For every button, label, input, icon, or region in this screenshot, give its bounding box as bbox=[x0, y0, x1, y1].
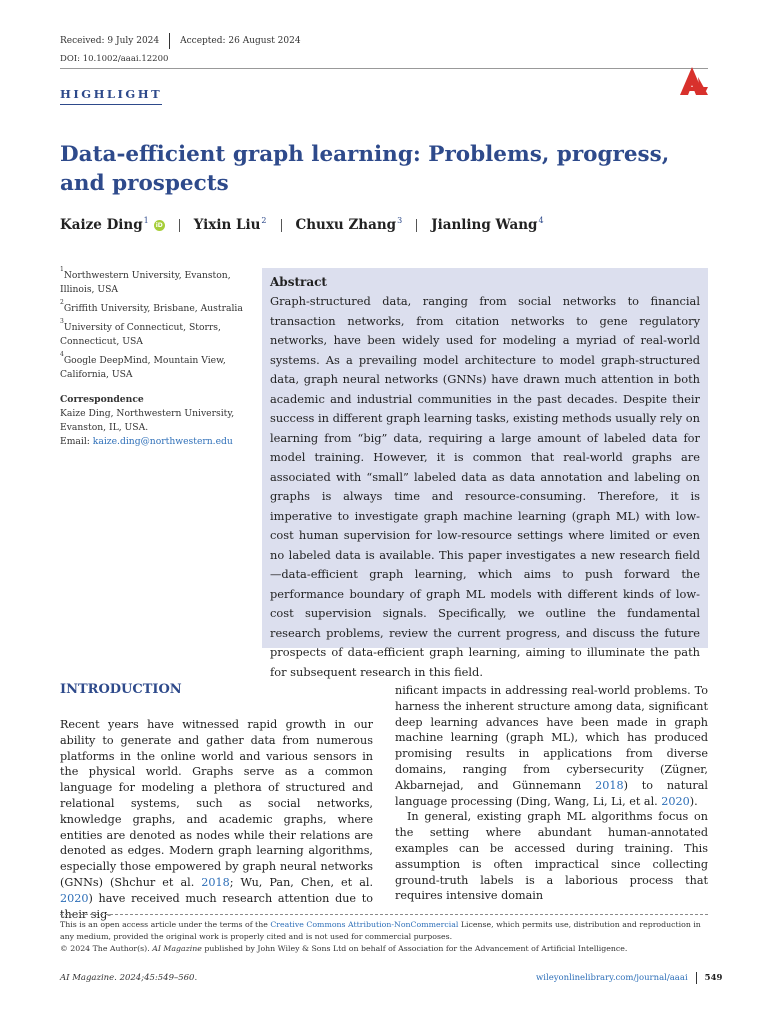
paragraph: In general, existing graph ML algorithms focus on the setting where abundant human-annotated examples can be accessed during training. This assumption is often impractical since collecting ground-truth labels is a laborious process that requires intensive domain bbox=[395, 810, 708, 903]
affiliations bbox=[60, 266, 250, 384]
body-column-left bbox=[60, 717, 373, 922]
aaai-logo-icon bbox=[678, 65, 710, 97]
author-divider bbox=[416, 219, 417, 232]
header-rule bbox=[60, 68, 708, 69]
author-name[interactable]: Kaize Ding bbox=[60, 217, 143, 233]
article-dates bbox=[60, 33, 301, 49]
article-title: Data-efficient graph learning: Problems, progress, and prospects bbox=[60, 142, 670, 196]
citation-link[interactable]: 2018 bbox=[201, 875, 230, 889]
journal-footer bbox=[536, 972, 722, 984]
intro-heading: INTRODUCTION bbox=[60, 682, 182, 697]
received-date: Received: 9 July 2024 bbox=[60, 36, 160, 46]
copyright-text: © 2024 The Author(s). AI Magazine published by John Wiley & Sons Ltd on behalf of Association for the Advancement of Artificial Intelligence. bbox=[60, 944, 628, 953]
page-number: 549 bbox=[704, 973, 723, 983]
accepted-date: Accepted: 26 August 2024 bbox=[180, 36, 301, 46]
author-divider bbox=[281, 219, 282, 232]
affiliation: $^1$Northwestern University, Evanston, Illinois, USA bbox=[60, 266, 231, 296]
abstract-text: Graph-structured data, ranging from social networks to financial transaction networks, from citation networks to gene regulatory networks, have been widely used for modeling a myriad of real-world systems. As a prevailing model architecture to model graph-structured data, graph neural networks (GNNs) have drawn much attention in both academic and industrial communities in the past decades. Despite their success in different graph learning tasks, existing methods usually rely on learning from “big” data, requiring a large amount of labeled data for model training. However, it is common that real-world graphs are associated with “small” labeled data as data annotation and labeling on graphs is always time and resource-consuming. Therefore, it is imperative to investigate graph machine learning (graph ML) with low-cost human supervision for low-resource settings where limited or even no labeled data is available. This paper investigates a new research field—data-efficient graph learning, which aims to push forward the performance boundary of graph ML models with different kinds of low-cost supervision signals. Specifically, we outline the fundamental research problems, review the current progress, and discuss the future prospects of data-efficient graph learning, aiming to illuminate the path for subsequent research in this field. bbox=[270, 294, 700, 679]
email-link[interactable]: kaize.ding@northwestern.edu bbox=[92, 436, 233, 447]
footnote-rule bbox=[60, 914, 708, 915]
license-link[interactable]: Creative Commons Attribution-NonCommercial bbox=[270, 920, 459, 929]
affiliation: $^3$University of Connecticut, Storrs, Connecticut, USA bbox=[60, 318, 221, 348]
author-divider bbox=[179, 219, 180, 232]
correspondence-address: Kaize Ding, Northwestern University, Evanston, IL, USA. bbox=[60, 408, 235, 433]
orcid-icon[interactable]: iD bbox=[155, 221, 163, 229]
meta-divider bbox=[169, 33, 170, 49]
license-footnote bbox=[60, 919, 710, 955]
correspondence bbox=[60, 393, 250, 449]
abstract-box bbox=[262, 268, 708, 679]
author-affil-sup[interactable]: 1 bbox=[143, 215, 149, 225]
body-column-right bbox=[395, 683, 708, 904]
footer-divider bbox=[696, 972, 697, 984]
license-text: This is an open access article under the terms of the Creative Commons Attribution-NonCommercial License, which permits use, distribution and reproduction in any medium, provided the original work is properly cited and is not used for commercial purposes. bbox=[60, 920, 701, 941]
affiliation: $^4$Google DeepMind, Mountain View, California, USA bbox=[60, 351, 226, 381]
section-label: HIGHLIGHT bbox=[60, 87, 162, 105]
citation-link[interactable]: 2018 bbox=[595, 778, 624, 792]
paragraph: Recent years have witnessed rapid growth in our ability to generate and gather data from numerous platforms in the online world and various sensors in the physical world. Graphs serve as a common language for modeling a plethora of structured and relational systems, such as social networks, knowledge graphs, and academic graphs, where entities are denoted as nodes while their relations are denoted as edges. Modern graph learning algorithms, especially those empowered by graph neural networks (GNNs) (Shchur et al. 2018; Wu, Pan, Chen, et al. 2020) have received much research attention due to their sig- bbox=[60, 718, 373, 921]
author-name[interactable]: Jianling Wang bbox=[431, 217, 538, 233]
paragraph: nificant impacts in addressing real-world problems. To harness the inherent structure among data, significant deep learning advances have been made in graph machine learning (graph ML), which has produced promising results in applications from diverse domains, ranging from cybersecurity (Zügner, Akbarnejad, and Günnemann 2018) to natural language processing (Ding, Wang, Li, Li, et al. 2020). bbox=[395, 684, 708, 808]
author-affil-sup[interactable]: 2 bbox=[261, 215, 267, 225]
author-name[interactable]: Chuxu Zhang bbox=[295, 217, 397, 233]
author-list bbox=[60, 217, 544, 233]
author-affil-sup[interactable]: 3 bbox=[397, 215, 403, 225]
author-name[interactable]: Yixin Liu bbox=[193, 217, 261, 233]
correspondence-email: Email: kaize.ding@northwestern.edu bbox=[60, 436, 233, 447]
citation-link[interactable]: 2020 bbox=[661, 794, 690, 808]
citation-link[interactable]: 2020 bbox=[60, 891, 89, 905]
author-affil-sup[interactable]: 4 bbox=[538, 215, 544, 225]
journal-url-link[interactable]: wileyonlinelibrary.com/journal/aaai bbox=[536, 973, 688, 983]
doi[interactable]: DOI: 10.1002/aaai.12200 bbox=[60, 54, 169, 64]
journal-citation: AI Magazine. 2024;45:549–560. bbox=[60, 973, 198, 983]
abstract-heading: Abstract bbox=[270, 275, 327, 289]
correspondence-heading: Correspondence bbox=[60, 394, 144, 405]
affiliation: $^2$Griffith University, Brisbane, Australia bbox=[60, 299, 243, 315]
